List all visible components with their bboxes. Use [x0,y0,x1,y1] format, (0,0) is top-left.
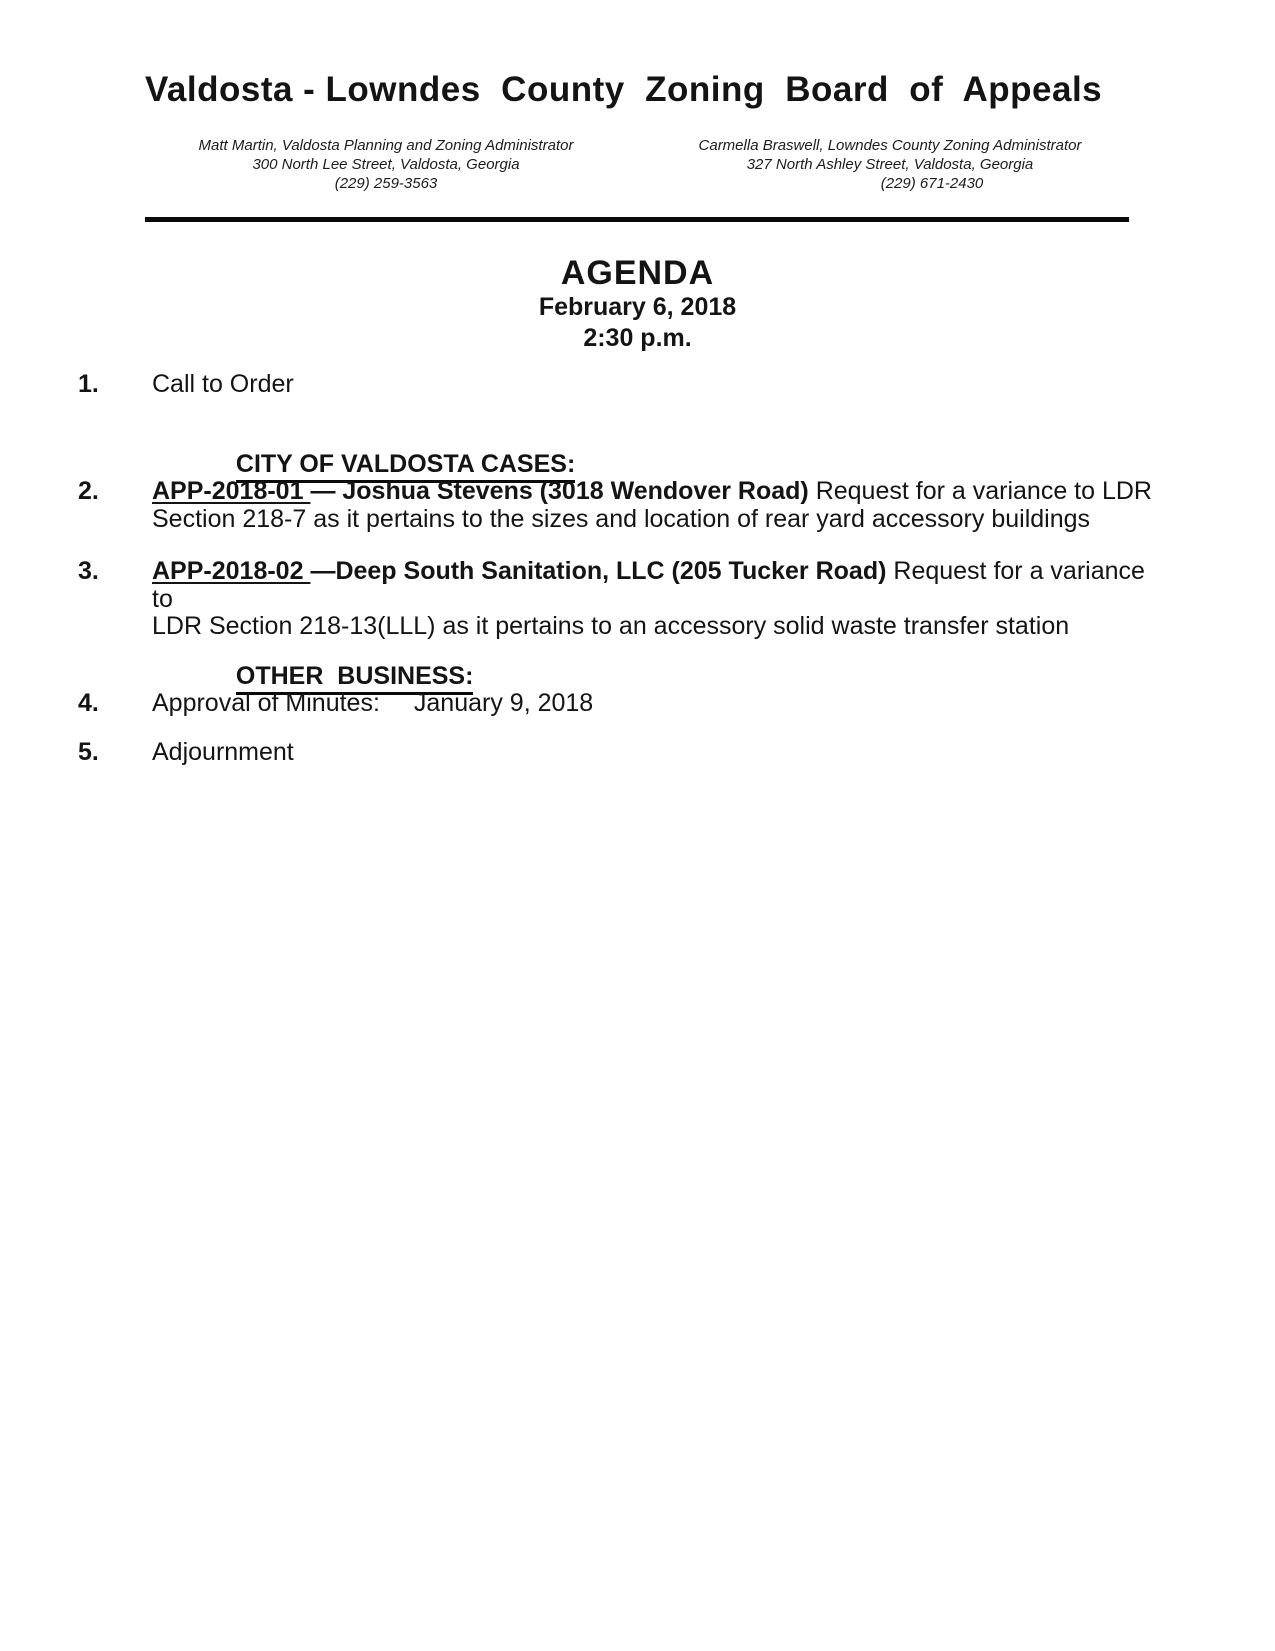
left-administrator-name: Matt Martin, Valdosta Planning and Zoning Administrator [198,137,574,154]
item-line-2: Section 218-7 as it pertains to the sizes and location of rear yard accessory buildings [152,504,1091,533]
left-administrator-phone: (229) 259-3563 [334,175,438,192]
section-heading-label: OTHER BUSINESS: [236,663,474,696]
right-administrator-name: Carmella Braswell, Lowndes County Zoning Administrator [698,137,1082,154]
agenda-heading-block [0,254,1275,354]
case-id: APP-2018-02 [152,557,311,585]
item-text: Adjournment [152,738,294,766]
agenda-item-adjournment [78,739,1158,767]
agenda-heading: AGENDA [560,254,715,292]
item-line-1 [152,558,1158,613]
item-text [152,690,1158,718]
right-administrator-phone: (229) 671-2430 [880,175,984,192]
agenda-item-app-2018-01 [78,478,1158,533]
header-divider-rule [145,217,1129,222]
agenda-item-call-to-order [78,371,1158,399]
section-heading-other-business [222,635,473,695]
section-heading-label: CITY OF VALDOSTA CASES: [236,451,575,484]
agenda-item-app-2018-02 [78,558,1158,641]
case-request: Request for a variance to [152,557,1145,613]
right-administrator-address: 327 North Ashley Street, Valdosta, Georgia [746,156,1034,173]
item-number: 1. [78,370,99,398]
item-number: 5. [78,738,99,766]
right-administrator-block [640,136,1140,193]
left-administrator-block [136,136,636,193]
item-line-1 [152,478,1158,506]
case-applicant: — Joshua Stevens (3018 Wendover Road) [310,477,809,505]
case-applicant: —Deep South Sanitation, LLC (205 Tucker Road) [310,557,887,585]
minutes-label: Approval of Minutes: [152,689,380,717]
item-number: 3. [78,557,99,585]
item-text: Call to Order [152,370,294,398]
minutes-date: January 9, 2018 [413,689,594,717]
item-line-2: LDR Section 218-13(LLL) as it pertains to an accessory solid waste transfer station [152,612,1070,640]
item-text [152,558,1158,641]
left-administrator-address: 300 North Lee Street, Valdosta, Georgia [252,156,520,173]
item-number: 4. [78,689,99,717]
case-id: APP-2018-01 [152,477,311,505]
item-number: 2. [78,477,99,505]
item-text [152,478,1158,533]
meeting-date: February 6, 2018 [538,293,737,321]
agenda-item-approval-of-minutes [78,690,1158,718]
section-heading-valdosta-cases [222,423,575,483]
case-request: Request for a variance to LDR [808,477,1152,505]
meeting-time: 2:30 p.m. [583,324,692,352]
document-title: Valdosta - Lowndes County Zoning Board of Appeals [145,70,1103,109]
